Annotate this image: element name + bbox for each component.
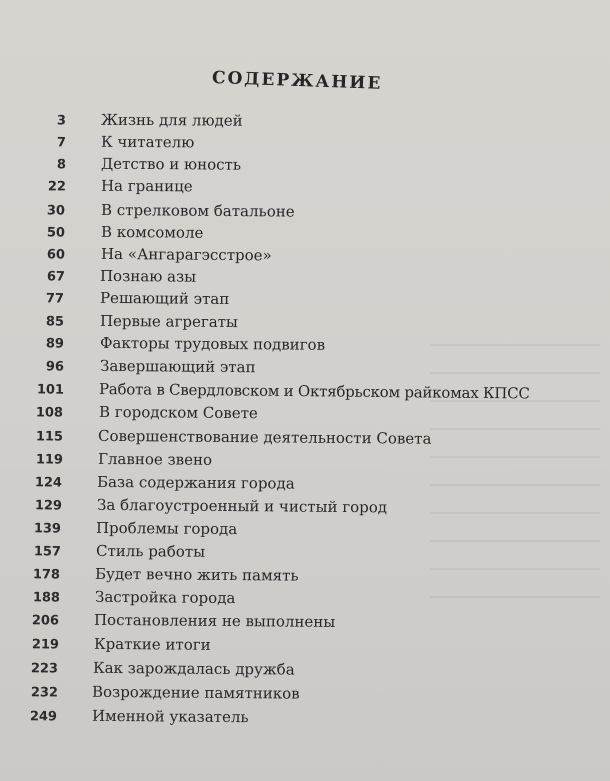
toc-page-number: 101 <box>36 382 65 398</box>
toc-entry-title: На границе <box>100 176 193 196</box>
toc-page-number: 124 <box>34 475 63 491</box>
toc-page-number: 7 <box>56 135 67 151</box>
toc-entry-title: Первые агрегаты <box>99 311 239 332</box>
toc-page-number: 60 <box>46 247 66 263</box>
toc-entry-title: К читателю <box>100 132 195 152</box>
toc-entry-title: Возрождение памятников <box>91 682 300 703</box>
toc-page-number: 206 <box>31 613 60 629</box>
toc-page-number: 22 <box>47 179 67 195</box>
toc-entry <box>0 658 600 685</box>
toc-page-number: 85 <box>45 314 65 330</box>
toc-entry-title: Детство и юность <box>100 154 242 174</box>
toc-page-number: 223 <box>30 661 59 677</box>
toc-entry-title: На «Ангарагэсстрое» <box>100 244 272 265</box>
toc-entry-title: Завершающий этап <box>99 356 256 377</box>
toc-entry-title: Решающий этап <box>99 288 230 309</box>
toc-page-number: 8 <box>56 157 67 173</box>
toc-entry-title: Познаю азы <box>99 266 197 286</box>
toc-page-number: 67 <box>46 269 66 285</box>
page-title: СОДЕРЖАНИЕ <box>211 68 383 94</box>
toc-page-number: 115 <box>35 429 64 445</box>
toc-entry <box>0 634 600 661</box>
toc-page-number: 249 <box>29 709 58 725</box>
toc-entry <box>0 610 600 637</box>
toc-entry-title: Совершенствование деятельности Совета <box>97 426 432 448</box>
toc-entry-title: Проблемы города <box>95 518 238 539</box>
toc-entry-title: Стиль работы <box>95 541 206 561</box>
toc-entry-title: Как зарождалась дружба <box>92 658 295 679</box>
toc-page-number: 3 <box>56 113 67 129</box>
toc-page-number: 157 <box>33 544 62 560</box>
toc-page-number: 119 <box>35 452 64 468</box>
toc-page-number: 219 <box>31 637 60 653</box>
toc-entry-title: Краткие итоги <box>93 634 211 654</box>
toc-entry-title: Именной указатель <box>91 706 249 727</box>
toc-entry-title: Факторы трудовых подвигов <box>99 333 326 354</box>
toc-page-number: 96 <box>45 359 65 375</box>
toc-entry <box>0 402 600 429</box>
toc-entry-title: Будет вечно жить память <box>94 564 299 585</box>
toc-entry <box>0 706 600 733</box>
toc-entry-title: В городском Совете <box>98 402 258 423</box>
toc-page-number: 89 <box>45 336 65 352</box>
toc-page-number: 77 <box>45 291 65 307</box>
toc-entry-title: Застройка города <box>94 587 236 608</box>
toc-page-number: 129 <box>34 498 63 514</box>
toc-page-number: 178 <box>32 567 61 583</box>
toc-entry-title: Жизнь для людей <box>100 110 243 130</box>
toc-entry-title: За благоустроенный и чистый город <box>96 495 388 517</box>
toc-entry <box>0 176 600 202</box>
toc-entry-title: База содержания города <box>96 472 295 493</box>
toc-page-number: 30 <box>46 203 66 219</box>
toc-entry-title: Главное звено <box>97 449 213 469</box>
toc-entry <box>0 682 600 709</box>
toc-entry-title: Работа в Свердловском и Октябрьском райкомах КПСС <box>98 380 530 403</box>
toc-entry-title: В комсомоле <box>100 222 204 242</box>
toc-page-number: 188 <box>32 590 61 606</box>
toc-page-number: 139 <box>33 521 62 537</box>
toc-entry-title: В стрелковом батальоне <box>100 200 295 221</box>
toc-page-number: 50 <box>46 225 66 241</box>
toc-entry-title: Постановления не выполнены <box>93 610 336 631</box>
toc-page-number: 108 <box>35 405 64 421</box>
toc-page-number: 232 <box>30 685 59 701</box>
